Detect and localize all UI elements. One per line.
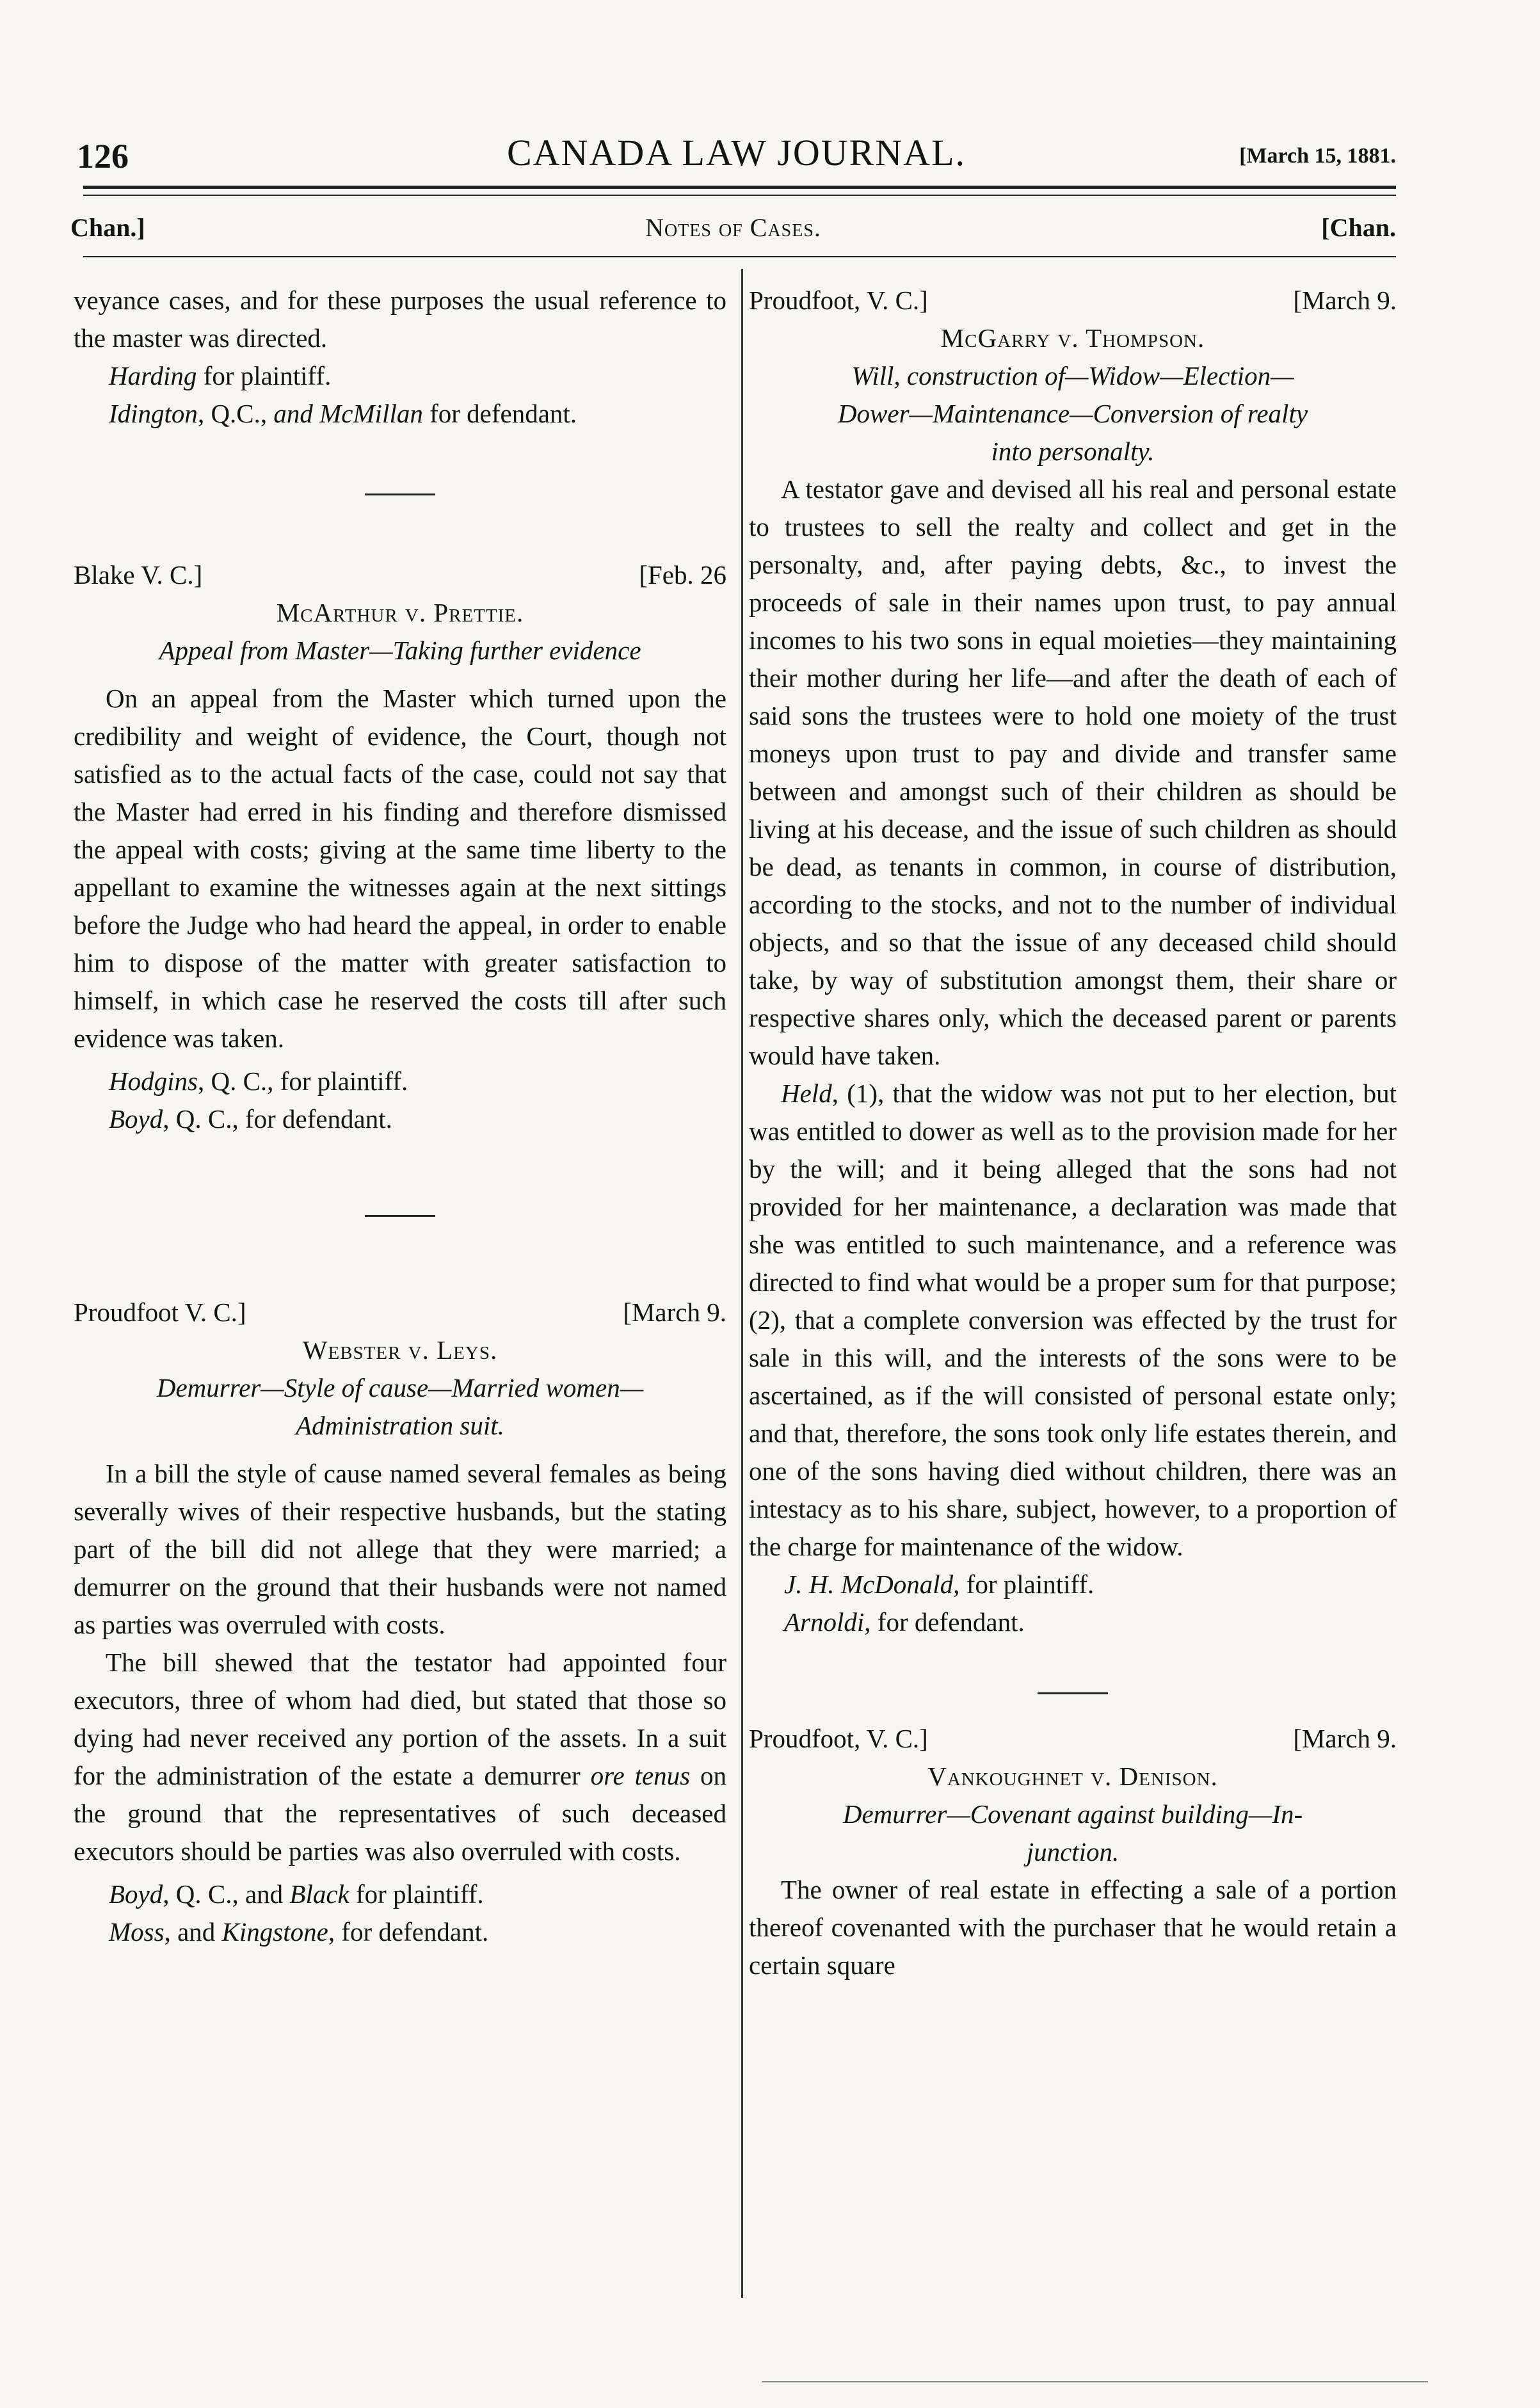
section-header: [70, 213, 1396, 248]
case-body: On an appeal from the Master which turned upon the credibility and weight of evidence, the Court, though not satisfied as to the actual facts of the case, could not say that the Master had erred in his finding and therefore dismissed the appeal with costs; giving at the same time liberty to the appellant to examine the witnesses again at the next sittings before the Judge who had heard the appeal, in order to enable him to dispose of the matter with greater satisfaction to himself, in which case he reserved the costs till after such evidence was taken.: [74, 684, 726, 1053]
case-headnote: Demurrer—Covenant against building—In-: [842, 1799, 1303, 1829]
case-headnote: Dower—Maintenance—Conversion of realty: [837, 399, 1308, 428]
page-number: 126: [77, 137, 129, 175]
counsel-text: , Q. C., and: [163, 1879, 290, 1909]
counsel-defendant: [74, 1913, 726, 1951]
counsel-plaintiff: [74, 1875, 726, 1913]
section-header-right: [Chan.: [1321, 213, 1396, 242]
case-judge: Blake V. C.]: [74, 560, 203, 590]
case-date: [March 9.: [1293, 1724, 1397, 1753]
counsel-text: , for plaintiff.: [953, 1569, 1095, 1599]
counsel-plaintiff: [74, 357, 726, 395]
counsel-text: for plaintiff.: [197, 361, 332, 390]
case-date: [Feb. 26: [639, 560, 726, 590]
case-judge: Proudfoot, V. C.]: [749, 285, 928, 315]
counsel-plaintiff: [749, 1566, 1397, 1603]
counsel-name: Black: [289, 1879, 349, 1909]
counsel-name: Moss: [109, 1917, 164, 1946]
section-rule: [83, 256, 1396, 257]
case-headnote: Appeal from Master—Taking further evidence: [159, 636, 641, 665]
case-holding: [749, 1075, 1397, 1566]
footer-rule: [762, 2381, 1428, 2382]
counsel-text: for plaintiff.: [349, 1879, 484, 1909]
case-judge: Proudfoot V. C.]: [74, 1297, 246, 1327]
case-body: A testator gave and devised all his real and personal estate to trustees to sell the realty and collect and get in the personalty, and, after paying debts, &c., to invest the proceeds of sale in their names upon trust, to pay annual incomes to his two sons in equal moieties—they maintaining their mother during her life—and after the death of each of said sons the trustees were to hold one moiety of the trust moneys upon trust to pay and divide and transfer same between and amongst such of their children as should be living at his decease, and the issue of such children as should be dead, as tenants in common, in course of distribution, according to the stocks, and not to the number of individual objects, and so that the issue of any deceased child should take, by way of substitution amongst them, their share or respective shares only, which the deceased parent or parents would have taken.: [749, 474, 1397, 1070]
case-headnote: junction.: [1026, 1837, 1119, 1866]
case-body: [74, 1644, 726, 1870]
counsel-text: , Q. C., for plaintiff.: [197, 1066, 408, 1096]
counsel-name: Boyd: [109, 1104, 163, 1134]
counsel-defendant: [74, 395, 726, 433]
counsel-name: and McMillan: [273, 399, 423, 428]
header-rule-thick: [83, 186, 1396, 189]
counsel-name: Harding: [109, 361, 197, 390]
case-headnote: Administration suit.: [296, 1411, 504, 1440]
case-body-latin: ore tenus: [590, 1761, 691, 1790]
case-date: [March 9.: [623, 1297, 726, 1327]
case-date: [March 9.: [1293, 285, 1397, 315]
counsel-defendant: [74, 1100, 726, 1138]
counsel-text: , for defendant.: [864, 1607, 1025, 1637]
counsel-name: Idington: [109, 399, 198, 428]
case-body-text: on the ground that the representatives of such deceased executors should be parties was also overruled with costs.: [74, 1761, 726, 1866]
case-title: Vankoughnet v. Denison.: [927, 1762, 1218, 1791]
case-headnote: into personalty.: [991, 437, 1155, 466]
counsel-name: Kingstone: [221, 1917, 328, 1946]
case-judge-line: [74, 1294, 726, 1331]
section-header-left: Chan.]: [70, 213, 145, 242]
case-body: In a bill the style of cause named several females as being severally wives of their respective husbands, but the stating part of the bill did not allege that they were married; a demurrer on the ground that their husbands were not named as parties was overruled with costs.: [74, 1459, 726, 1639]
counsel-text: , Q.C.,: [197, 399, 274, 428]
case-judge: Proudfoot, V. C.]: [749, 1724, 928, 1753]
journal-title: CANADA LAW JOURNAL.: [506, 132, 966, 173]
column-divider: [741, 269, 743, 2298]
header-rule-thin: [83, 195, 1396, 196]
case-title: McArthur v. Prettie.: [276, 598, 524, 627]
continuation-paragraph: veyance cases, and for these purposes the usual reference to the master was directed.: [74, 285, 726, 353]
case-body-text: The bill shewed that the testator had appointed four executors, three of whom had died, but stated that those so dying had never received any portion of the assets. In a suit for the administration of the estate a demurrer: [74, 1648, 726, 1790]
case-judge-line: [749, 282, 1397, 319]
section-header-center: Notes of Cases.: [645, 213, 821, 242]
counsel-text: , for defendant.: [328, 1917, 489, 1946]
case-title: McGarry v. Thompson.: [940, 323, 1205, 353]
case-judge-line: [74, 556, 726, 594]
counsel-name: J. H. McDonald: [784, 1569, 954, 1599]
case-headnote: Demurrer—Style of cause—Married women—: [156, 1373, 644, 1402]
case-held-label: Held: [781, 1079, 832, 1108]
right-column: [749, 282, 1397, 1984]
case-judge-line: [749, 1720, 1397, 1758]
counsel-text: , Q. C., for defendant.: [163, 1104, 392, 1134]
counsel-text: , and: [164, 1917, 222, 1946]
case-title: Webster v. Leys.: [302, 1335, 498, 1365]
case-holding-text: , (1), that the widow was not put to her election, but was entitled to dower as well as to the provision made for her by the will; and it being alleged that the sons had not provided for her maintenance, a declaration was made that she was entitled to such maintenance, and a reference was directed to find what would be a proper sum for that purpose; (2), that a complete conversion was effected by the trust for sale in this will, and the interests of the sons were to be ascertained, as if the will consisted of personal estate only; and that, therefore, the sons took only life estates therein, and one of the sons having died without children, there was an intestacy as to his share, subject, however, to a proportion of the charge for maintenance of the widow.: [749, 1079, 1397, 1561]
case-headnote: Will, construction of—Widow—Election—: [851, 361, 1294, 390]
counsel-name: Boyd: [109, 1879, 163, 1909]
case-body: The owner of real estate in effecting a sale of a portion thereof covenanted with the purchaser that he would retain a certain square: [749, 1875, 1397, 1980]
counsel-text: for defendant.: [422, 399, 577, 428]
counsel-defendant: [749, 1603, 1397, 1641]
counsel-plaintiff: [74, 1063, 726, 1100]
left-column: [74, 282, 726, 1951]
counsel-name: Hodgins: [109, 1066, 198, 1096]
issue-date: [March 15, 1881.: [1239, 144, 1396, 168]
counsel-name: Arnoldi: [784, 1607, 865, 1637]
running-head: [77, 131, 1396, 176]
